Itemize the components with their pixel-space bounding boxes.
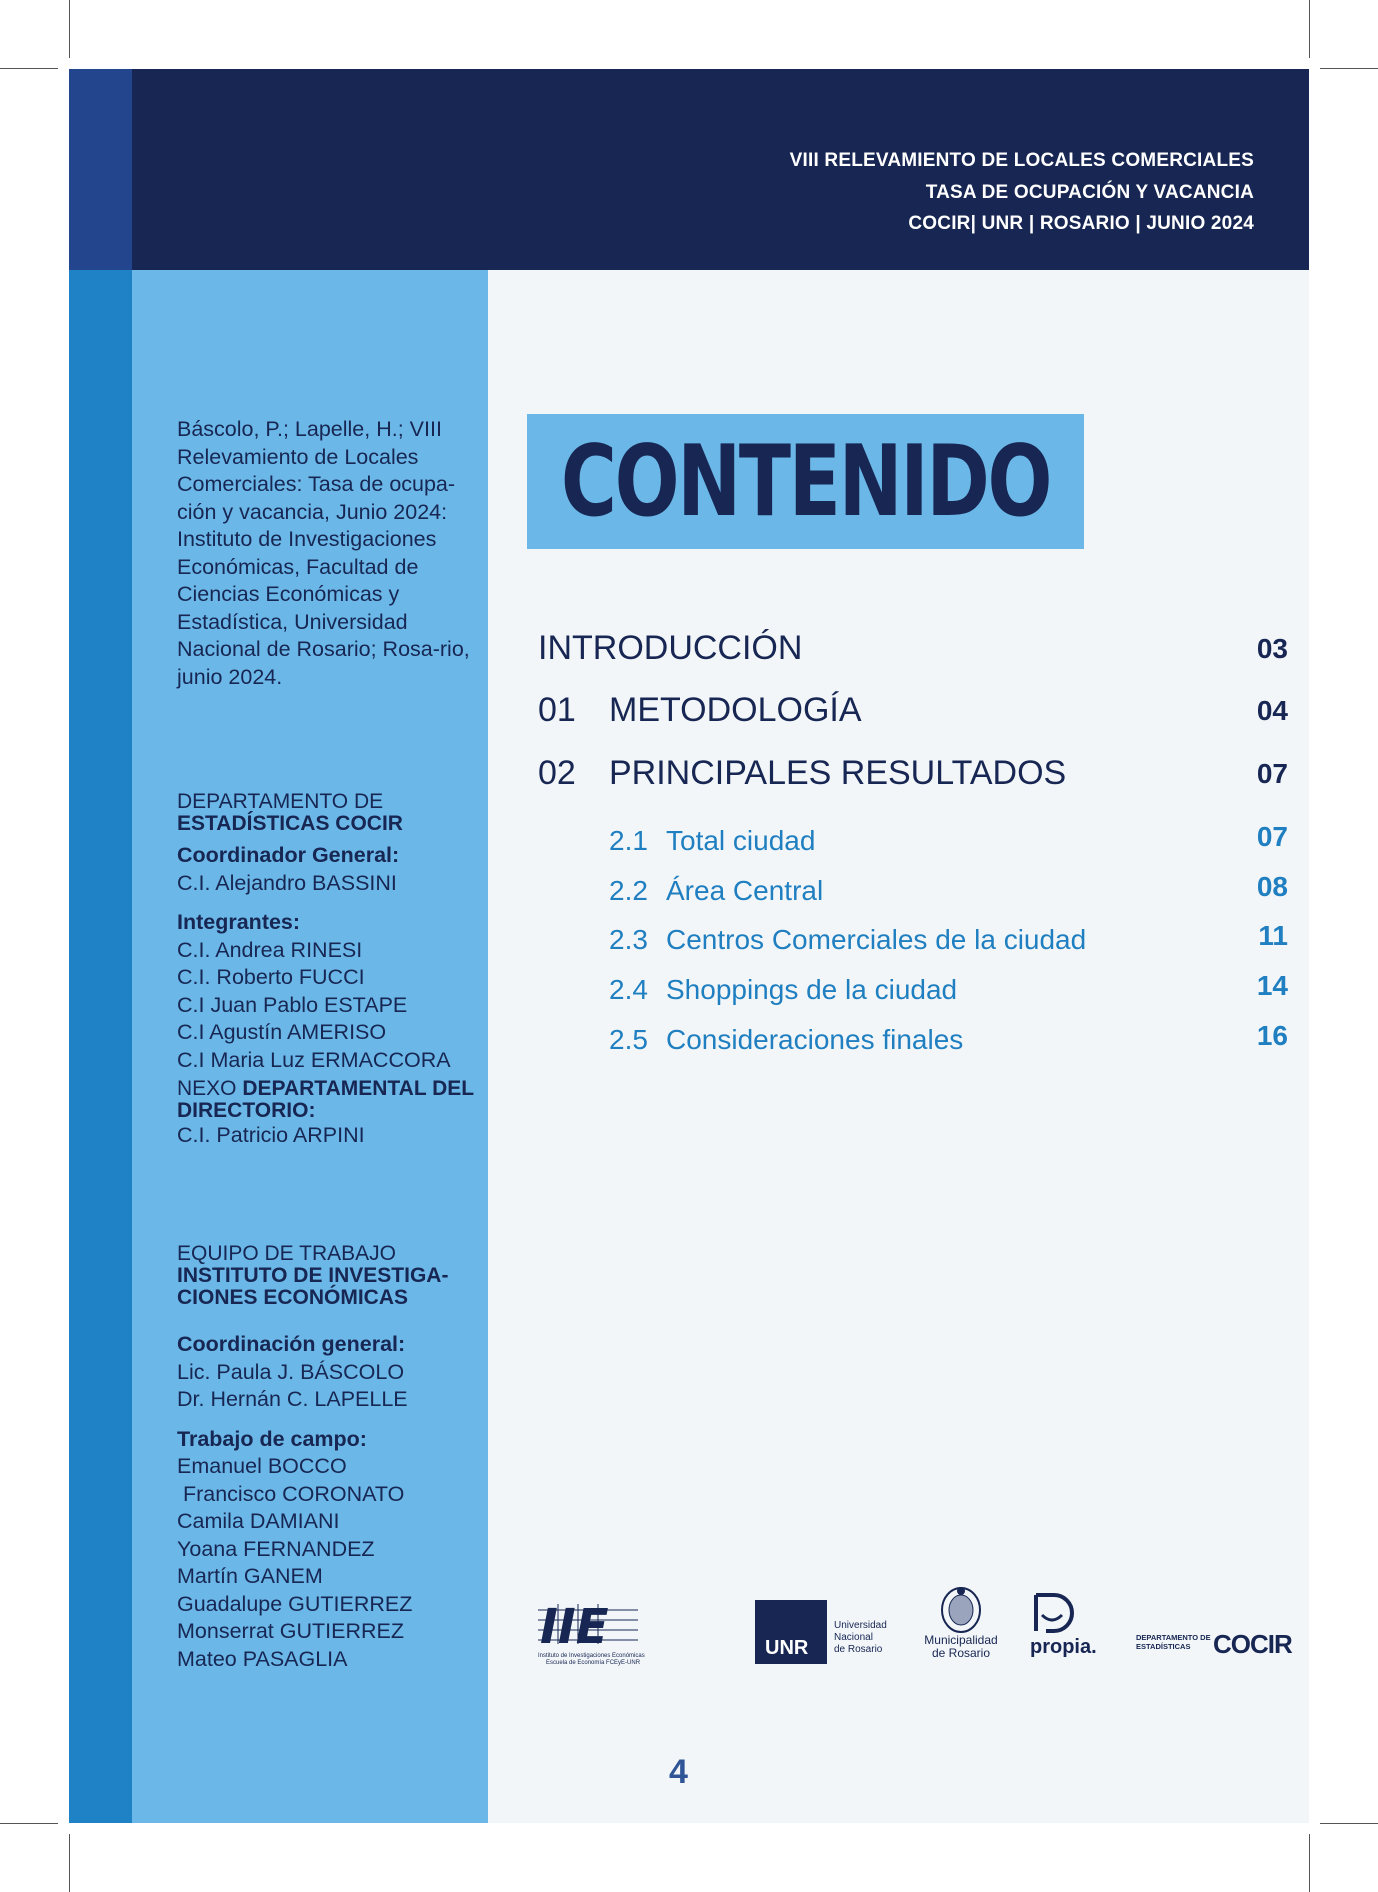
team-field-label: Trabajo de campo: [177,1426,367,1451]
dept-member: C.I Agustín AMERISO [177,1020,387,1044]
subtoc-page: 16 [1256,1020,1288,1051]
team-block [177,1243,477,1673]
dept-block [177,791,477,1150]
dept-member: C.I. Andrea RINESI [177,937,363,962]
dept-title [177,791,477,835]
subtoc-label: Total ciudad [666,825,816,856]
page-number: 4 [669,1753,688,1791]
toc-number: 02 [538,754,576,792]
citation-text: Báscolo, P.; Lapelle, H.; VIII Relevamiento de Locales Comerciales: Tasa de ocupa-ción y vacancia, Junio 2024: Instituto de Investigaciones Económicas, Facultad de Ciencias Económicas y Estadística, Universidad Nacional de Rosario; Rosa-rio, junio 2024. [177,417,470,689]
subtoc-label: Shoppings de la ciudad [666,974,958,1005]
subtoc-label: Área Central [666,875,824,906]
subtoc-page: 11 [1258,920,1288,951]
unr-letters: UNR [765,1637,809,1659]
toc-number: 01 [538,691,576,729]
toc-page: 04 [1256,695,1288,726]
contents-title-box [527,414,1084,549]
municipalidad-logo [916,1586,1006,1676]
cocir-big-text: COCIR [1213,1629,1292,1659]
field-member: Martín GANEM [177,1564,323,1588]
coat-of-arms-icon [939,1586,983,1634]
subtoc-page: 08 [1256,871,1288,902]
subtoc-number: 2.2 [609,875,648,906]
field-member: Emanuel BOCCO [177,1454,347,1478]
unr-text [834,1620,887,1656]
subtoc-number: 2.4 [609,974,648,1005]
field-member: Camila DAMIANI [177,1509,340,1533]
header-line-2: TASA DE OCUPACIÓN Y VACANCIA [925,181,1254,203]
subtoc-number: 2.3 [609,924,648,955]
toc-label: INTRODUCCIÓN [538,629,803,667]
toc-page: 07 [1256,758,1288,789]
crop-mark [1309,0,1310,58]
citation [177,416,477,691]
dept-coord-label: Coordinador General: [177,843,400,867]
iie-letters: IIE [540,1599,609,1648]
iie-caption-1: Instituto de Investigaciones Económicas [538,1653,645,1659]
muni-text-1: Municipalidad [924,1633,998,1647]
field-member: Monserrat GUTIERREZ [177,1619,404,1643]
header-accent-stripe [69,69,132,270]
team-title-normal: EQUIPO DE TRABAJO [177,1242,396,1265]
unr-text-1: Universidad [834,1620,887,1631]
cocir-logo [1136,1629,1296,1663]
crop-mark [69,0,70,58]
nexo-title [177,1078,477,1122]
dept-member: C.I. Roberto FUCCI [177,965,365,989]
team-coord-name: Dr. Hernán C. LAPELLE [177,1387,408,1411]
dept-coord-name: C.I. Alejandro BASSINI [177,870,397,895]
team-coord-label: Coordinación general: [177,1332,406,1356]
unr-logo [755,1600,895,1664]
field-member: Yoana FERNANDEZ [177,1536,375,1561]
nexo-name: C.I. Patricio ARPINI [177,1123,365,1147]
header-line-3: COCIR| UNR | ROSARIO | JUNIO 2024 [908,213,1254,234]
field-member: Guadalupe GUTIERREZ [177,1591,413,1616]
toc-label: PRINCIPALES RESULTADOS [609,754,1067,792]
nexo-normal: NEXO [177,1077,243,1100]
header-banner [69,69,1309,270]
dept-member: C.I Juan Pablo ESTAPE [177,992,408,1017]
nexo-bold: DEPARTAMENTAL DEL DIRECTORIO: [177,1077,474,1122]
dept-title-bold: ESTADÍSTICAS COCIR [177,812,403,835]
left-accent-stripe [69,270,132,1823]
field-member: Francisco CORONATO [177,1481,405,1506]
iie-logo [538,1596,648,1671]
subtoc-number: 2.5 [609,1024,648,1055]
header-line-1: VIII RELEVAMIENTO DE LOCALES COMERCIALES [789,150,1254,171]
crop-mark [1320,1823,1378,1824]
team-title-bold: INSTITUTO DE INVESTIGA-CIONES ECONÓMICAS [177,1264,449,1309]
propia-logo [1030,1593,1110,1663]
unr-box [755,1600,827,1664]
dept-member: C.I Maria Luz ERMACCORA [177,1047,451,1072]
toc-page: 03 [1256,633,1288,664]
propia-mark-icon [1032,1593,1078,1637]
propia-text: propia. [1030,1636,1097,1658]
cocir-small-text [1136,1633,1211,1651]
subtoc-page: 14 [1256,970,1288,1001]
toc-label: METODOLOGÍA [609,691,862,729]
crop-mark [69,1834,70,1892]
subtoc-page: 07 [1256,821,1288,852]
unr-text-2: Nacional [834,1632,873,1643]
iie-mark-icon [538,1596,648,1648]
iie-caption-2: Escuela de Economía FCEyE-UNR [546,1660,641,1666]
subtoc-label: Centros Comerciales de la ciudad [666,924,1087,955]
document-page [69,69,1309,1823]
header-title [790,145,1254,240]
dept-members-label: Integrantes: [177,910,301,934]
dept-title-normal: DEPARTAMENTO DE [177,790,384,813]
crop-mark [1320,68,1378,69]
team-coord-name: Lic. Paula J. BÁSCOLO [177,1359,405,1384]
crop-mark [0,68,58,69]
cocir-small-2: ESTADÍSTICAS [1136,1642,1191,1651]
contents-title: CONTENIDO [560,424,1051,539]
team-title [177,1243,477,1309]
field-member: Mateo PASAGLIA [177,1646,348,1671]
muni-text-2: de Rosario [931,1646,991,1660]
subtoc-label: Consideraciones finales [666,1024,964,1055]
crop-mark [1309,1834,1310,1892]
cocir-small-1: DEPARTAMENTO DE [1136,1633,1211,1642]
subtoc-number: 2.1 [609,825,648,856]
unr-text-3: de Rosario [834,1644,883,1655]
crop-mark [0,1823,58,1824]
logos-row [538,1586,1298,1676]
